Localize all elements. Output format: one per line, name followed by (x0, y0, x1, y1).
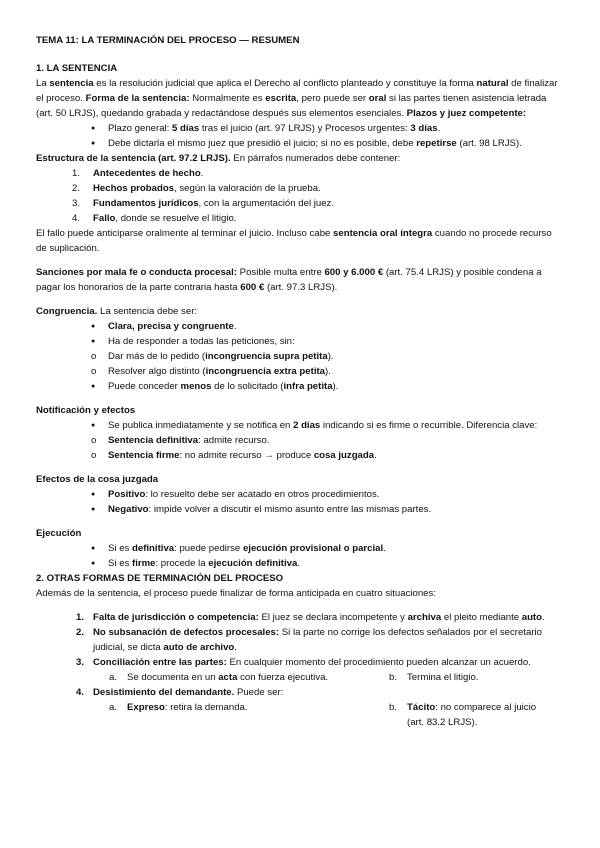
efecto-negativo-item: ● Negativo: impide volver a discutir el mismo asunto entre las mismas partes. (36, 502, 564, 517)
conciliacion-acta-item: a. Se documenta en un acta con fuerza ejecutiva. (109, 672, 329, 683)
ejecucion-list (36, 541, 564, 571)
estructura-intro: Estructura de la sentencia (art. 97.2 LRJS). En párrafos numerados debe contener: (36, 153, 401, 164)
otras-formas-list (36, 610, 564, 730)
cosa-juzgada-list (36, 487, 564, 517)
sentencia-intro-paragraph: La sentencia es la resolución judicial que aplica el Derecho al conflicto planteado y constituye la forma natural de finalizar el proceso. Forma de la sentencia: Normalmente es escrita, pero puede ser oral si las partes tienen asistencia letrada (art. 50 LRJS), quedando grabada y redactándose después sus elementos esenciales. Plazos y juez competente: (36, 78, 558, 119)
ejecucion-definitiva-item: ● Si es definitiva: puede pedirse ejecución provisional o parcial. (36, 541, 564, 556)
fallo-oral-paragraph: El fallo puede anticiparse oralmente al terminar el juicio. Incluso cabe sentencia oral íntegra cuando no procede recurso de suplicación. (36, 228, 552, 254)
estructura-item: 2. Hechos probados, según la valoración de la prueba. (72, 183, 321, 194)
notificacion-heading: Notificación y efectos (36, 405, 136, 416)
conciliacion-sublist (109, 670, 564, 685)
section-1-heading: 1. LA SENTENCIA (36, 63, 118, 74)
falta-jurisdiccion-item: 1. Falta de jurisdicción o competencia: El juez se declara incompetente y archiva el pleito mediante auto. (76, 612, 545, 623)
desistimiento-expreso-item: a. Expreso: retira la demanda. (109, 702, 248, 713)
extra-petita-item: o Resolver algo distinto (incongruencia extra petita). (91, 366, 331, 377)
document-title: TEMA 11: LA TERMINACIÓN DEL PROCESO — RESUMEN (36, 35, 300, 46)
plazos-list (36, 121, 564, 151)
notificacion-list (36, 418, 564, 463)
plazo-general-item: ● Plazo general: 5 días tras el juicio (art. 97 LRJS) y Procesos urgentes: 3 días. (36, 121, 564, 136)
efecto-positivo-item: ● Positivo: lo resuelto debe ser acatado en otros procedimientos. (36, 487, 564, 502)
cosa-juzgada-heading: Efectos de la cosa juzgada (36, 474, 159, 485)
ejecucion-firme-item: ● Si es firme: procede la ejecución definitiva. (36, 556, 564, 571)
estructura-item: 4. Fallo, donde se resuelve el litigio. (72, 213, 237, 224)
congruencia-clara-item: ● Clara, precisa y congruente. (36, 319, 564, 334)
sentencia-firme-item: o Sentencia firme: no admite recurso → produce cosa juzgada. (91, 450, 377, 461)
sanciones-paragraph: Sanciones por mala fe o conducta procesal: Posible multa entre 600 y 6.000 € (art. 75.4 LRJS) y posible condena a pagar los honorarios de la parte contraria hasta 600 € (art. 97.3 LRJS). (36, 267, 542, 293)
no-subsanacion-item: 2. No subsanación de defectos procesales: Si la parte no corrige los defectos señalados por el secretario judicial, se dicta auto de archivo. (76, 627, 542, 653)
sentencia-definitiva-item: o Sentencia definitiva: admite recurso. (91, 435, 270, 446)
estructura-list (36, 166, 564, 226)
infra-petita-item: ● Puede conceder menos de lo solicitado (infra petita). (36, 379, 564, 394)
congruencia-intro: Congruencia. La sentencia debe ser: (36, 306, 198, 317)
section-2-intro: Además de la sentencia, el proceso puede finalizar de forma anticipada en cuatro situaciones: (36, 588, 436, 599)
congruencia-peticiones-item: ● Ha de responder a todas las peticiones, sin: (36, 334, 564, 349)
desistimiento-tacito-item: b. Tácito: no comparece al juicio (art. 83.2 LRJS). (389, 702, 537, 728)
estructura-item: 1. Antecedentes de hecho. (72, 168, 204, 179)
desistimiento-item: 4. Desistimiento del demandante. Puede ser: (76, 687, 284, 698)
notificacion-item: ● Se publica inmediatamente y se notifica en 2 días indicando si es firme o recurrible. Diferencia clave: (36, 418, 564, 433)
supra-petita-item: o Dar más de lo pedido (incongruencia supra petita). (91, 351, 334, 362)
conciliacion-item: 3. Conciliación entre las partes: En cualquier momento del procedimiento pueden alcanzar un acuerdo. (76, 657, 531, 668)
congruencia-list (36, 319, 564, 394)
conciliacion-termina-item: b. Termina el litigio. (389, 672, 479, 683)
juez-competente-item: ● Debe dictarla el mismo juez que presidió el juicio; si no es posible, debe repetirse (art. 98 LRJS). (36, 136, 564, 151)
ejecucion-heading: Ejecución (36, 528, 82, 539)
estructura-item: 3. Fundamentos jurídicos, con la argumentación del juez. (72, 198, 335, 209)
section-2-heading: 2. OTRAS FORMAS DE TERMINACIÓN DEL PROCESO (36, 573, 284, 584)
desistimiento-sublist (109, 700, 564, 730)
